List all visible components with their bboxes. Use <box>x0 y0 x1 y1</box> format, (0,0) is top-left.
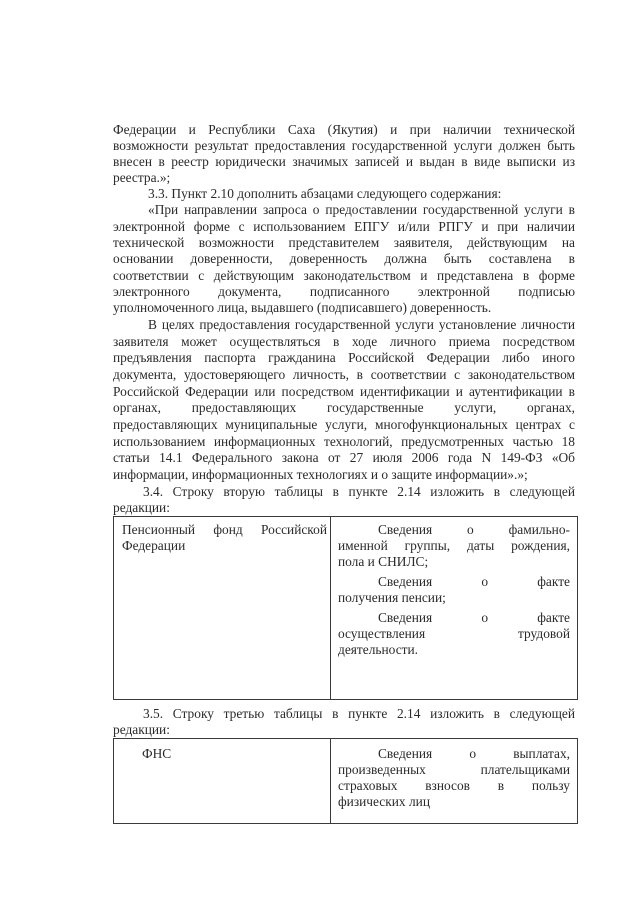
text-line: предъявления паспорта гражданина Российской Федерации либо иного <box>113 350 575 365</box>
cell-text: получения пенсии; <box>338 590 446 605</box>
cell-text: осуществления трудовой <box>338 626 570 641</box>
text-line: реестра.»; <box>113 170 171 185</box>
text-line: Российской Федерации или посредством идентификации и аутентификации в <box>113 384 575 399</box>
text-line: возможности результат предоставления государственной услуги должен быть <box>113 138 575 153</box>
cell-text: Пенсионный фонд Российской <box>122 522 327 537</box>
text-line: «При направлении запроса о предоставлении государственной услуги в <box>148 202 575 217</box>
text-line: редакции: <box>113 722 170 737</box>
cell-text: деятельности. <box>338 642 419 657</box>
table-cell-agency <box>122 522 327 554</box>
text-line: соответствии с действующим законодательством и представлена в форме <box>113 268 575 283</box>
cell-text: Сведения о выплатах, <box>378 746 570 761</box>
section-heading-3-5: 3.5. Строку третью таблицы в пункте 2.14 изложить в следующей <box>143 706 575 721</box>
table-fns <box>113 738 578 824</box>
text-line: электронного документа, подписанного электронной подписью <box>113 284 575 299</box>
cell-text: страховых взносов в пользу <box>338 778 570 793</box>
text-line: предоставляющих муниципальные услуги, многофункциональных центрах с <box>113 417 575 432</box>
cell-text: Сведения о фамильно- <box>378 522 570 537</box>
text-line: электронной форме с использованием ЕПГУ и/или РПГУ и при наличии <box>113 219 575 234</box>
text-line: редакции: <box>113 500 170 515</box>
section-heading-3-4: 3.4. Строку вторую таблицы в пункте 2.14 изложить в следующей <box>143 484 575 499</box>
text-line: информации, информационных технологиях и о защите информации».»; <box>113 467 528 482</box>
text-line: заявителя может осуществляться в ходе личного приема посредством <box>113 334 575 349</box>
cell-text: произведенных плательщиками <box>338 762 570 777</box>
cell-text: физических лиц <box>338 794 430 809</box>
text-line: основании доверенности, доверенность должна быть составлена в <box>113 251 575 266</box>
text-line: документа, удостоверяющего личность, в соответствии с законодательством <box>113 367 575 382</box>
text-line: органах, предоставляющих государственные услуги, органах, <box>113 400 575 415</box>
text-line: В целях предоставления государственной услуги установление личности <box>148 317 575 332</box>
cell-text: именной группы, даты рождения, <box>338 538 570 553</box>
cell-text: Федерации <box>122 538 186 553</box>
text-line: технической возможности представителем заявителя, действующим на <box>113 235 575 250</box>
cell-text: Сведения о факте <box>378 574 570 589</box>
text-line: внесен в реестр юридически значимых записей и выдан в виде выписки из <box>113 154 575 169</box>
cell-text: пола и СНИЛС; <box>338 554 429 569</box>
section-heading-3-3: 3.3. Пункт 2.10 дополнить абзацами следующего содержания: <box>148 186 502 201</box>
cell-text: ФНС <box>142 746 172 761</box>
table-cell-information <box>338 522 570 662</box>
text-line: Федерации и Республики Саха (Якутия) и при наличии технической <box>113 122 575 137</box>
text-line: уполномоченного лица, выдавшего (подписавшего) доверенность. <box>113 300 492 315</box>
table-pension-fund <box>113 516 578 700</box>
cell-text: Сведения о факте <box>378 610 570 625</box>
text-line: использованием информационных технологий, предусмотренных частью 18 <box>113 434 575 449</box>
table-cell-information <box>338 746 570 814</box>
table-cell-agency <box>142 746 347 762</box>
text-line: статьи 14.1 Федерального закона от 27 июля 2006 года N 149-ФЗ «Об <box>113 450 575 465</box>
